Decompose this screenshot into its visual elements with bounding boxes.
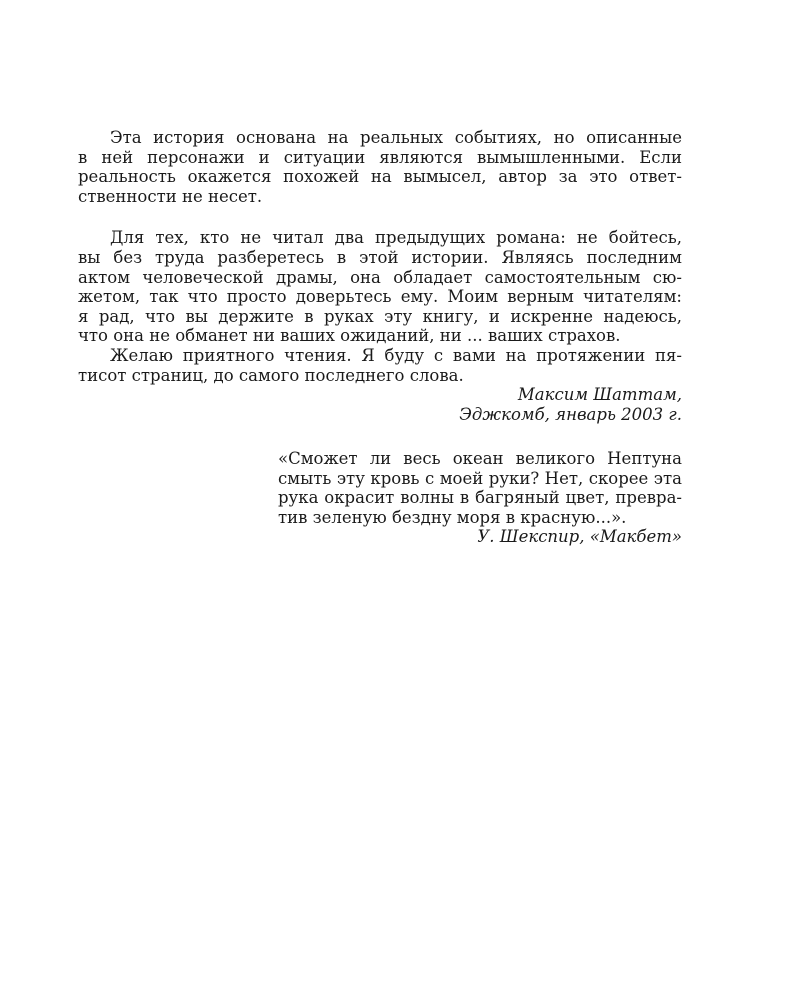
text-line: ственности не несет. — [78, 186, 263, 206]
preface — [78, 128, 682, 424]
text-line: вы без труда разберетесь в этой истории. Являясь последним — [78, 247, 682, 267]
preface-paragraph-1 — [78, 128, 682, 206]
epigraph-line: смыть эту кровь с моей руки? Нет, скорее эта — [278, 468, 682, 488]
signature-place-date: Эджкомб, январь 2003 г. — [459, 404, 682, 424]
text-line: Желаю приятного чтения. Я буду с вами на протяжении пя- — [110, 345, 682, 365]
epigraph-line: рука окрасит волны в багряный цвет, превра- — [278, 488, 682, 508]
text-line: я рад, что вы держите в руках эту книгу, и искренне надеюсь, — [78, 306, 682, 326]
text-line: жетом, так что просто доверьтесь ему. Моим верным читателям: — [78, 287, 682, 307]
text-line: Для тех, кто не читал два предыдущих романа: не бойтесь, — [110, 228, 682, 248]
text-line: тисот страниц, до самого последнего слова. — [78, 365, 464, 385]
preface-paragraph-2 — [78, 228, 682, 346]
epigraph-line: «Сможет ли весь океан великого Нептуна — [278, 449, 682, 468]
epigraph-attribution: У. Шекспир, «Макбет» — [477, 527, 682, 547]
epigraph — [278, 449, 682, 547]
epigraph-line: тив зеленую бездну моря в красную...». — [278, 507, 627, 527]
text-line: реальность окажется похожей на вымысел, автор за это ответ- — [78, 167, 682, 187]
text-line: в ней персонажи и ситуации являются вымышленными. Если — [78, 147, 682, 167]
preface-paragraph-3 — [78, 346, 682, 385]
text-line: актом человеческой драмы, она обладает самостоятельным сю- — [78, 267, 682, 287]
paragraph-gap — [78, 206, 682, 228]
text-line: что она не обманет ни ваших ожиданий, ни ... ваших страхов. — [78, 326, 621, 346]
signature-name: Максим Шаттам, — [517, 385, 682, 405]
text-line: Эта история основана на реальных событиях, но описанные — [110, 128, 682, 147]
